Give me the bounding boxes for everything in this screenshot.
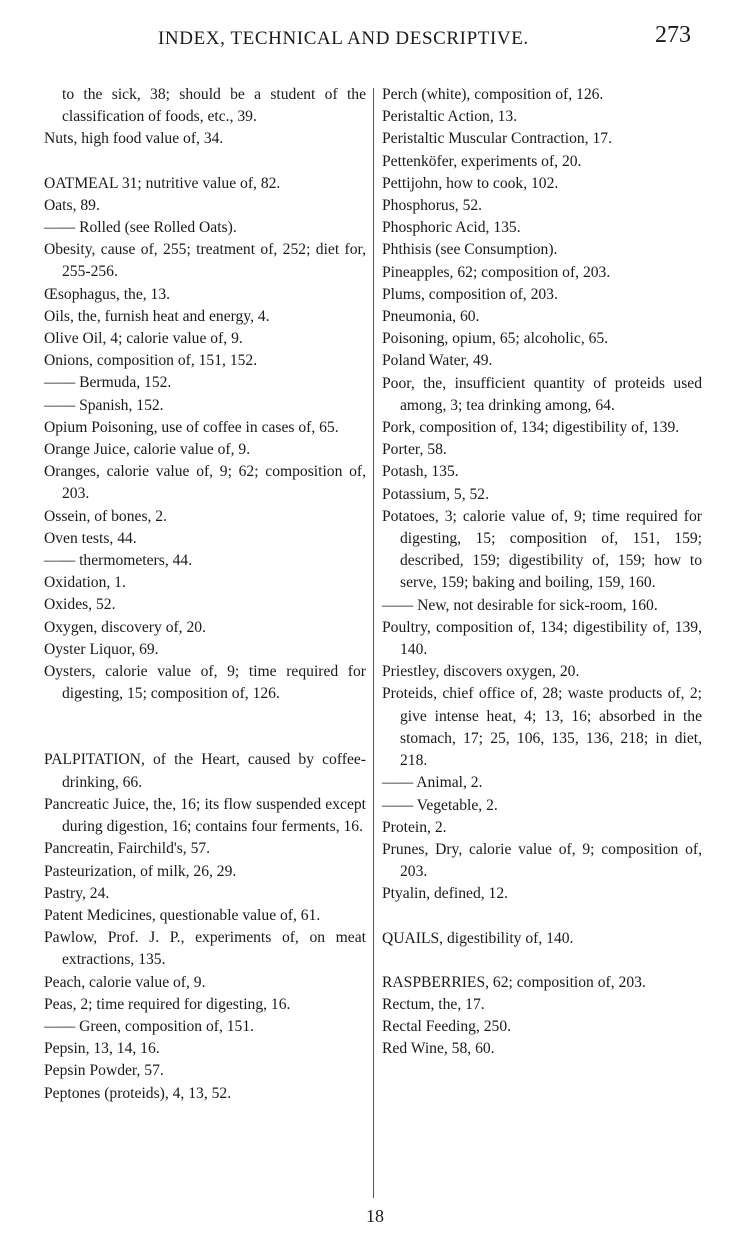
index-entry: Potatoes, 3; calorie value of, 9; time required for digesting, 15; composition of, 151, 159; described, 159; digestibility of, 159; how to serve, 159; baking and boiling, 159, 160. [382,507,702,592]
index-entry: Rectal Feeding, 250. [382,1018,512,1036]
index-entry: Pepsin, 13, 14, 16. [44,1040,160,1058]
section-gap [44,705,366,727]
index-entry: Peas, 2; time required for digesting, 16. [44,995,291,1013]
index-entry: Patent Medicines, questionable value of, 61. [44,906,321,924]
index-entry: Ossein, of bones, 2. [44,507,168,525]
index-entry: Olive Oil, 4; calorie value of, 9. [44,330,243,348]
page-number: 273 [655,22,691,48]
index-entry: —— Green, composition of, 151. [44,1017,255,1035]
index-entry: Oxides, 52. [44,596,116,614]
index-entry: Nuts, high food value of, 34. [44,130,224,148]
index-entry: Perch (white), composition of, 126. [382,86,604,103]
index-entry: Peach, calorie value of, 9. [44,973,206,991]
index-entry: —— Vegetable, 2. [382,796,498,814]
index-entry: Pineapples, 62; composition of, 203. [382,263,611,281]
index-entry: Poisoning, opium, 65; alcoholic, 65. [382,330,609,348]
index-entry: Proteids, chief office of, 28; waste products of, 2; give intense heat, 4; 13, 16; absorbed in the stomach, 17; 25, 106, 135, 136, 218; in diet, 218. [382,685,702,770]
index-entry: Priestley, discovers oxygen, 20. [382,663,580,681]
index-entry-continued: to the sick, 38; should be a student of the classification of foods, etc., 39. [62,86,366,126]
index-entry: Pancreatin, Fairchild's, 57. [44,840,211,858]
index-entry: RASPBERRIES, 62; composition of, 203. [382,973,646,991]
index-entry: Poor, the, insufficient quantity of proteids used among, 3; tea drinking among, 64. [382,374,702,414]
index-entry: Phthisis (see Consumption). [382,241,558,259]
index-entry: Pneumonia, 60. [382,308,480,326]
index-entry: Obesity, cause of, 255; treatment of, 252; diet for, 255-256. [44,241,366,281]
index-entry: Potassium, 5, 52. [382,485,490,503]
index-column-left [44,84,366,1105]
index-entry: Peristaltic Action, 13. [382,108,518,126]
index-entry: Peristaltic Muscular Contraction, 17. [382,130,612,148]
index-entry: Protein, 2. [382,818,447,836]
index-entry: Pettijohn, how to cook, 102. [382,174,559,192]
index-entry: Oxidation, 1. [44,574,126,592]
section-gap [382,906,702,928]
index-entry: Pasteurization, of milk, 26, 29. [44,862,237,880]
index-entry: Oils, the, furnish heat and energy, 4. [44,307,270,325]
section-gap [382,950,702,972]
index-entry: —— thermometers, 44. [44,552,193,570]
index-entry: Phosphoric Acid, 135. [382,219,521,237]
index-entry: Prunes, Dry, calorie value of, 9; composition of, 203. [382,840,702,881]
running-header [0,22,750,56]
index-entry: Red Wine, 58, 60. [382,1040,495,1058]
index-entry: —— Spanish, 152. [44,396,164,414]
section-gap [44,727,366,749]
index-entry: QUAILS, digestibility of, 140. [382,929,574,947]
index-entry: Oxygen, discovery of, 20. [44,618,206,636]
index-entry: Oyster Liquor, 69. [44,640,159,658]
index-entry: —— New, not desirable for sick-room, 160. [382,596,658,614]
index-entry: Pastry, 24. [44,884,110,902]
index-entry: Rectum, the, 17. [382,995,485,1013]
index-entry: Pawlow, Prof. J. P., experiments of, on meat extractions, 135. [44,929,366,969]
index-entry: Potash, 135. [382,463,459,481]
index-entry: PALPITATION, of the Heart, caused by coffee-drinking, 66. [44,751,366,791]
index-entry: Pork, composition of, 134; digestibility of, 139. [382,419,680,437]
index-entry: Oysters, calorie value of, 9; time required for digesting, 15; composition of, 126. [44,663,366,703]
index-entry: Œsophagus, the, 13. [44,285,171,303]
index-entry: Oranges, calorie value of, 9; 62; composition of, 203. [44,463,366,503]
running-title: INDEX, TECHNICAL AND DESCRIPTIVE. [158,28,529,49]
index-entry: Oats, 89. [44,196,100,214]
section-gap [44,151,366,173]
index-entry: Opium Poisoning, use of coffee in cases of, 65. [44,418,339,436]
index-entry: Oven tests, 44. [44,529,137,547]
index-entry: Ptyalin, defined, 12. [382,885,509,903]
column-divider [373,88,374,1198]
index-entry: —— Animal, 2. [382,774,483,792]
index-column-right [382,84,702,1061]
signature-mark: 18 [366,1206,384,1226]
index-entry: OATMEAL 31; nutritive value of, 82. [44,174,281,192]
index-entry: Plums, composition of, 203. [382,285,558,303]
index-entry: Porter, 58. [382,441,447,459]
index-entry: Poland Water, 49. [382,352,493,370]
index-entry: Pepsin Powder, 57. [44,1062,164,1080]
index-entry: Peptones (proteids), 4, 13, 52. [44,1084,232,1102]
index-entry: Pettenköfer, experiments of, 20. [382,152,582,170]
index-entry: Pancreatic Juice, the, 16; its flow suspended except during digestion, 16; contains four ferments, 16. [44,795,366,836]
index-entry: Phosphorus, 52. [382,197,483,215]
index-entry: Onions, composition of, 151, 152. [44,352,258,370]
index-entry: Poultry, composition of, 134; digestibility of, 139, 140. [382,618,702,659]
index-entry: Orange Juice, calorie value of, 9. [44,441,251,459]
index-entry: —— Rolled (see Rolled Oats). [44,219,237,237]
index-entry: —— Bermuda, 152. [44,374,172,392]
